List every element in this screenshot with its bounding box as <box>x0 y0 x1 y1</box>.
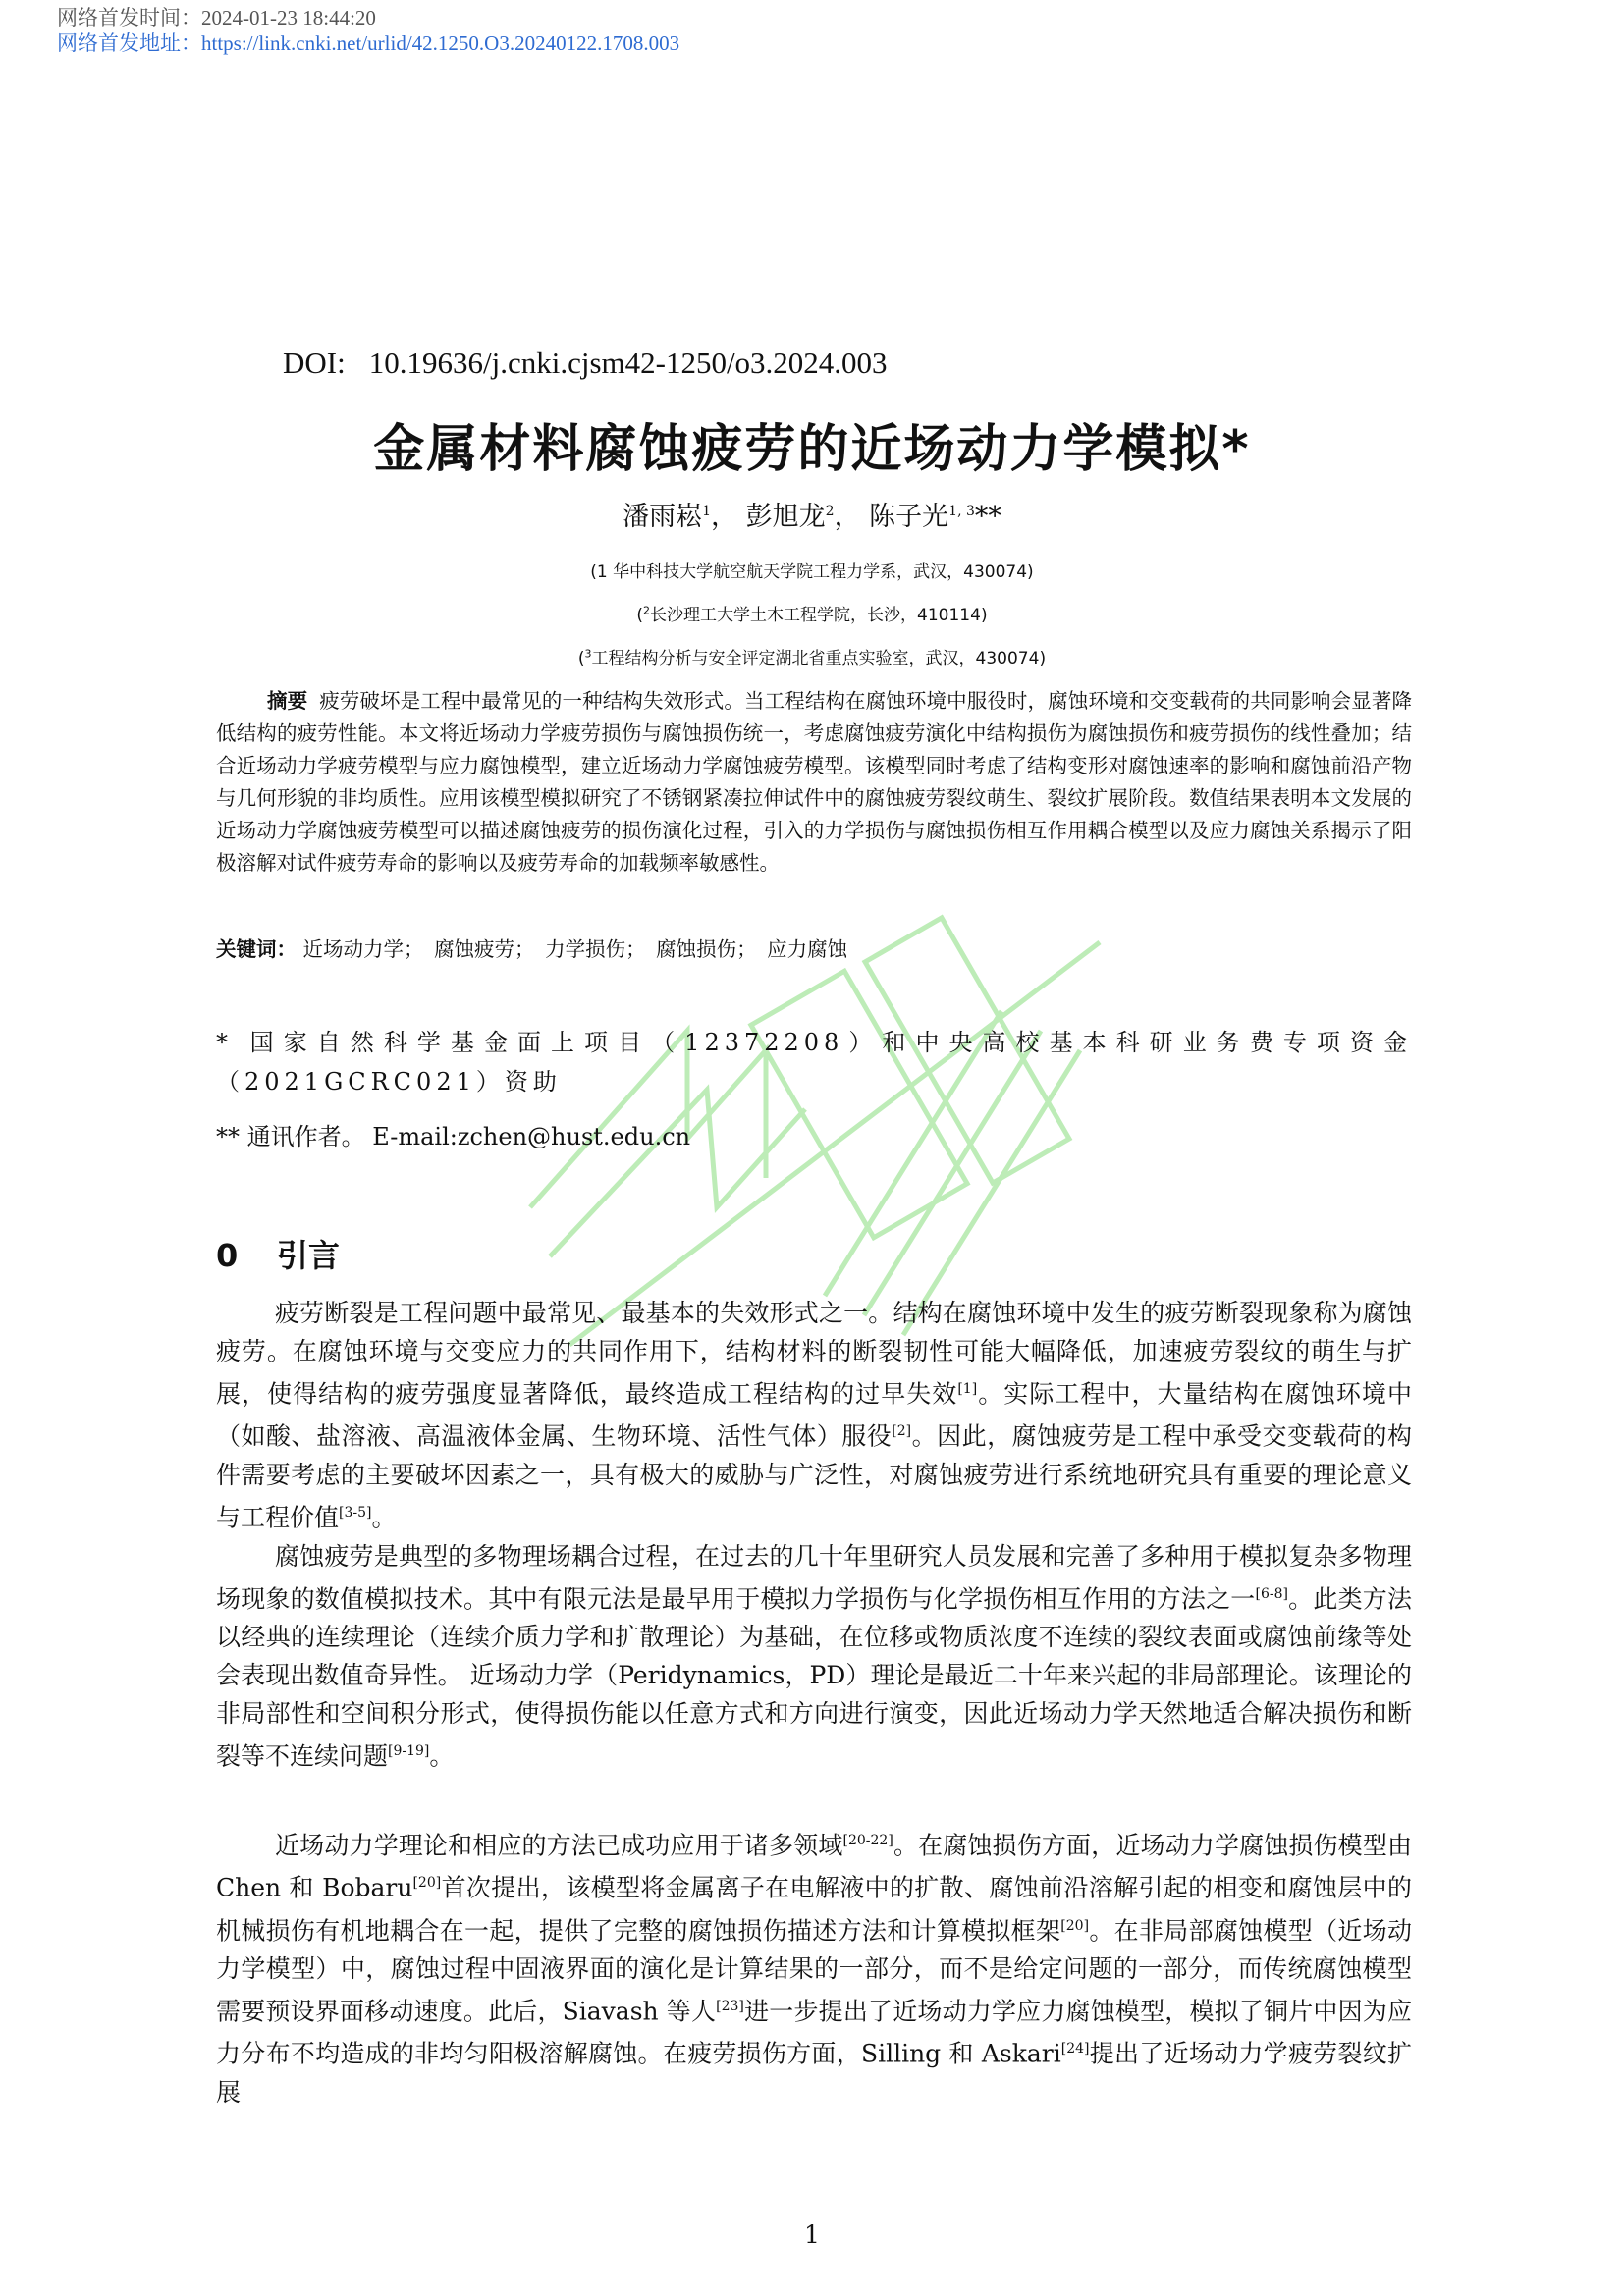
author-affil-sup: 1, 3 <box>948 504 975 519</box>
paragraph-text: 近场动力学理论和相应的方法已成功应用于诸多领域 <box>275 1831 843 1860</box>
doi-label: DOI: <box>283 346 346 380</box>
abstract-label: 摘要 <box>267 689 308 713</box>
paragraph-text: 首次提出，该模型将金属离子在电解液中的扩散、腐蚀前沿溶解引起的相变和腐蚀层中的机械损伤有机地耦合在一起，提供了完整的腐蚀损伤描述方法和计算模拟框架 <box>216 1873 1412 1945</box>
paragraph-text: 。 <box>371 1502 397 1531</box>
citation-ref[interactable]: [23] <box>716 1998 744 2014</box>
affiliation-sup: 2 <box>643 604 651 617</box>
paragraph-text: 。此类方法以经典的连续理论（连续介质力学和扩散理论）为基础，在位移或物质浓度不连续的裂纹表面或腐蚀前缘等处会表现出数值奇异性。 近场动力学（Peridynamics，PD）理论是最近二十年来兴起的非局部理论。该理论的非局部性和空间积分形式，使得损伤能以任意方式和方向进行演变，因此近场动力学天然地适合解决损伤和断裂等不连续问题 <box>216 1584 1412 1771</box>
keywords-label: 关键词： <box>216 937 297 961</box>
section-number: 0 <box>216 1237 239 1274</box>
affiliation-sup: 3 <box>584 647 592 661</box>
first-publish-url-link[interactable]: 网络首发地址：https://link.cnki.net/urlid/42.1250.O3.20240122.1708.003 <box>57 31 680 55</box>
keyword: 腐蚀疲劳； <box>434 937 535 961</box>
author-list <box>0 495 1624 533</box>
author-name: 彭旭龙 <box>745 502 826 532</box>
keyword: 力学损伤； <box>545 937 646 961</box>
keyword: 应力腐蚀 <box>767 937 848 961</box>
paragraph-text: 。因此，腐蚀疲劳是工程中承受交变载荷的构件需要考虑的主要破坏因素之一，具有极大的威胁与广泛性，对腐蚀疲劳进行系统地研究具有重要的理论意义与工程价值 <box>216 1421 1412 1531</box>
corresponding-author-footnote: ** 通讯作者。 E-mail:zchen@hust.edu.cn <box>216 1123 691 1150</box>
funding-footnote: * 国家自然科学基金面上项目（12372208）和中央高校基本科研业务费专项资金（2021GCRC021）资助 <box>216 1029 1412 1095</box>
author-name: 陈子光 <box>869 502 949 532</box>
first-publish-time: 网络首发时间：2024-01-23 18:44:20 <box>57 6 376 29</box>
citation-ref[interactable]: [2] <box>892 1423 912 1440</box>
paragraph-text: 腐蚀疲劳是典型的多物理场耦合过程，在过去的几十年里研究人员发展和完善了多种用于模拟复杂多物理场现象的数值模拟技术。其中有限元法是最早用于模拟力学损伤与化学损伤相互作用的方法之一 <box>216 1542 1412 1614</box>
paragraph-text: 提出了近场动力学疲劳裂纹扩展 <box>216 2039 1412 2107</box>
paper-title: 金属材料腐蚀疲劳的近场动力学模拟* <box>373 420 1251 479</box>
paragraph-text: 。在腐蚀损伤方面，近场动力学腐蚀损伤模型由 Chen 和 Bobaru <box>216 1831 1412 1902</box>
citation-ref[interactable]: [1] <box>957 1381 978 1397</box>
doi-value: 10.19636/j.cnki.cjsm42-1250/o3.2024.003 <box>368 346 888 380</box>
author-name: 潘雨崧 <box>623 502 703 532</box>
author-affil-sup: 2 <box>825 504 835 519</box>
section-heading <box>216 1231 340 1276</box>
corresponding-mark: ** <box>974 502 1001 532</box>
paragraph-text: 进一步提出了近场动力学应力腐蚀模型，模拟了铜片中因为应力分布不均造成的非均匀阳极溶解腐蚀。在疲劳损伤方面，Silling 和 Askari <box>216 1997 1412 2068</box>
citation-ref[interactable]: [9-19] <box>388 1743 430 1760</box>
paragraph-text: 。 <box>429 1741 455 1771</box>
author-affil-sup: 1 <box>702 504 712 519</box>
keyword: 近场动力学； <box>302 937 424 961</box>
affiliation-2: ($^2$长沙理工大学土木工程学院，长沙，410114) <box>636 604 988 625</box>
paragraph-text: 。在非局部腐蚀模型（近场动力学模型）中，腐蚀过程中固液界面的演化是计算结果的一部分，而不是给定问题的一部分，而传统腐蚀模型需要预设界面移动速度。此后，Siavash 等人 <box>216 1915 1412 2026</box>
citation-ref[interactable]: [24] <box>1060 2041 1090 2057</box>
author-separator: ， <box>834 502 861 532</box>
section-title: 引言 <box>277 1237 341 1274</box>
paragraph-text: 。实际工程中，大量结构在腐蚀环境中（如酸、盐溶液、高温液体金属、生物环境、活性气体）服役 <box>216 1379 1412 1451</box>
body-paragraph-2 <box>216 1537 1412 1776</box>
abstract <box>216 685 1412 880</box>
citation-ref[interactable]: [6-8] <box>1255 1586 1288 1602</box>
paragraph-text: 疲劳断裂是工程问题中最常见、最基本的失效形式之一。结构在腐蚀环境中发生的疲劳断裂现象称为腐蚀疲劳。在腐蚀环境与交变应力的共同作用下，结构材料的断裂韧性可能大幅降低，加速疲劳裂纹的萌生与扩展，使得结构的疲劳强度显著降低，最终造成工程结构的过早失效 <box>216 1299 1412 1409</box>
abstract-text: 疲劳破坏是工程中最常见的一种结构失效形式。当工程结构在腐蚀环境中服役时，腐蚀环境和交变载荷的共同影响会显著降低结构的疲劳性能。本文将近场动力学疲劳损伤与腐蚀损伤统一，考虑腐蚀疲劳演化中结构损伤为腐蚀损伤和疲劳损伤的线性叠加；结合近场动力学疲劳模型与应力腐蚀模型，建立近场动力学腐蚀疲劳模型。该模型同时考虑了结构变形对腐蚀速率的影响和腐蚀前沿产物与几何形貌的非均质性。应用该模型模拟研究了不锈钢紧凑拉伸试件中的腐蚀疲劳裂纹萌生、裂纹扩展阶段。数值结果表明本文发展的近场动力学腐蚀疲劳模型可以描述腐蚀疲劳的损伤演化过程，引入的力学损伤与腐蚀损伤相互作用耦合模型以及应力腐蚀关系揭示了阳极溶解对试件疲劳寿命的影响以及疲劳寿命的加载频率敏感性。 <box>216 689 1412 875</box>
affiliation-text: 长沙理工大学土木工程学院，长沙，410114) <box>650 606 988 625</box>
citation-ref[interactable]: [20] <box>1060 1917 1090 1934</box>
body-paragraph-3 <box>216 1822 1412 2111</box>
doi-line <box>283 346 888 381</box>
affiliation-1: (1 华中科技大学航空航天学院工程力学系，武汉，430074) <box>590 562 1034 582</box>
body-paragraph-1 <box>216 1294 1412 1536</box>
page-number: 1 <box>804 2220 820 2249</box>
keyword: 腐蚀损伤； <box>656 937 757 961</box>
citation-ref[interactable]: [20] <box>412 1875 442 1892</box>
citation-ref[interactable]: [3-5] <box>339 1504 372 1521</box>
affiliation-text: 工程结构分析与安全评定湖北省重点实验室，武汉，430074) <box>591 649 1047 668</box>
affiliation-3: ($^3$工程结构分析与安全评定湖北省重点实验室，武汉，430074) <box>577 647 1047 668</box>
keywords <box>216 933 1412 962</box>
author-separator: ， <box>711 502 738 532</box>
citation-ref[interactable]: [20-22] <box>842 1833 893 1848</box>
